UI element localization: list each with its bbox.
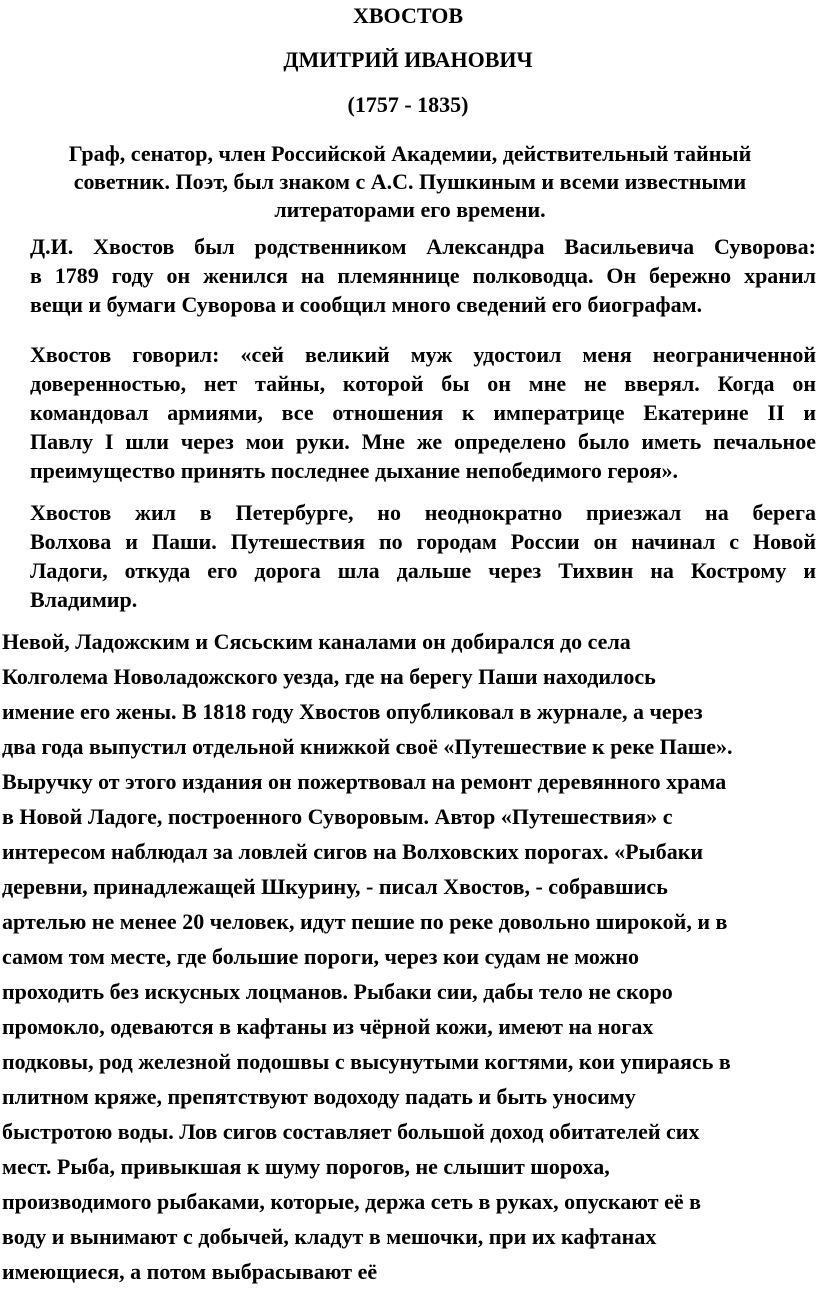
- paragraph-line: интересом наблюдал за ловлей сигов на Волховских порогах. «Рыбаки: [2, 839, 704, 864]
- paragraph-line: доверенностью, нет тайны, которой бы он мне не вверял. Когда он: [30, 371, 816, 396]
- paragraph-line: подковы, род железной подошвы с высунутыми когтями, кои упираясь в: [2, 1049, 731, 1074]
- paragraph-line: самом том месте, где большие пороги, через кои судам не можно: [2, 944, 640, 969]
- paragraph-line: Невой, Ладожским и Сясьским каналами он добирался до села: [2, 629, 631, 654]
- intro-line: Граф, сенатор, член Российской Академии, действительный тайный: [68, 141, 752, 166]
- paragraph-travels: [30, 498, 816, 614]
- paragraph-line: имеющиеся, а потом выбрасывают её: [2, 1259, 378, 1284]
- paragraph-quote: [30, 340, 816, 485]
- paragraph-line: Хвостов говорил: «сей великий муж удостоил меня неограниченной: [30, 342, 816, 367]
- paragraph-line: деревни, принадлежащей Шкурину, - писал Хвостов, - собравшись: [2, 874, 668, 899]
- paragraph-journey: [2, 624, 816, 1289]
- paragraph-line: артелью не менее 20 человек, идут пешие по реке довольно широкой, и в: [2, 909, 728, 934]
- paragraph-line: в 1789 году он женился на племяннице полководца. Он бережно хранил: [30, 263, 816, 288]
- page-title-name: ХВОСТОВ: [353, 3, 463, 28]
- paragraph-line: преимущество принять последнее дыхание непобедимого героя».: [30, 458, 679, 483]
- paragraph-line: проходить без искусных лоцманов. Рыбаки сии, дабы тело не скоро: [2, 979, 673, 1004]
- paragraph-line: производимого рыбаками, которые, держа сеть в руках, опускают её в: [2, 1189, 702, 1214]
- paragraph-line: вещи и бумаги Суворова и сообщил много сведений его биографам.: [30, 292, 703, 317]
- paragraph-line: Выручку от этого издания он пожертвовал на ремонт деревянного храма: [2, 769, 727, 794]
- paragraph-line: командовал армиями, все отношения к императрице Екатерине II и: [30, 400, 816, 425]
- paragraph-line: имение его жены. В 1818 году Хвостов опубликовал в журнале, а через: [2, 699, 703, 724]
- page-title-years: (1757 - 1835): [347, 92, 469, 117]
- page-title-patronymic: ДМИТРИЙ ИВАНОВИЧ: [283, 47, 533, 72]
- paragraph-line: Ладоги, откуда его дорога шла дальше через Тихвин на Кострому и: [30, 558, 816, 583]
- paragraph-relationship: [30, 232, 816, 319]
- paragraph-line: Павлу I шли через мои руки. Мне же определено было иметь печальное: [30, 429, 816, 454]
- paragraph-line: Хвостов жил в Петербурге, но неоднократно приезжал на берега: [30, 500, 816, 525]
- paragraph-line: Владимир.: [30, 587, 138, 612]
- paragraph-line: промокло, одеваются в кафтаны из чёрной кожи, имеют на ногах: [2, 1014, 654, 1039]
- paragraph-line: воду и вынимают с добычей, кладут в мешочки, при их кафтанах: [2, 1224, 657, 1249]
- paragraph-line: плитном кряже, препятствуют водоходу падать и быть уносиму: [2, 1084, 636, 1109]
- intro-line: литераторами его времени.: [274, 197, 546, 222]
- intro-paragraph: [40, 140, 780, 224]
- paragraph-line: Д.И. Хвостов был родственником Александра Васильевича Суворова:: [30, 234, 816, 259]
- paragraph-line: мест. Рыба, привыкшая к шуму порогов, не слышит шороха,: [2, 1154, 610, 1179]
- paragraph-line: в Новой Ладоге, построенного Суворовым. Автор «Путешествия» с: [2, 804, 673, 829]
- paragraph-line: Колголема Новоладожского уезда, где на берегу Паши находилось: [2, 664, 656, 689]
- paragraph-line: два года выпустил отдельной книжкой своё «Путешествие к реке Паше».: [2, 734, 733, 759]
- paragraph-line: Волхова и Паши. Путешествия по городам России он начинал с Новой: [30, 529, 816, 554]
- intro-line: советник. Поэт, был знаком с А.С. Пушкиным и всеми известными: [73, 169, 747, 194]
- paragraph-line: быстротою воды. Лов сигов составляет большой доход обитателей сих: [2, 1119, 700, 1144]
